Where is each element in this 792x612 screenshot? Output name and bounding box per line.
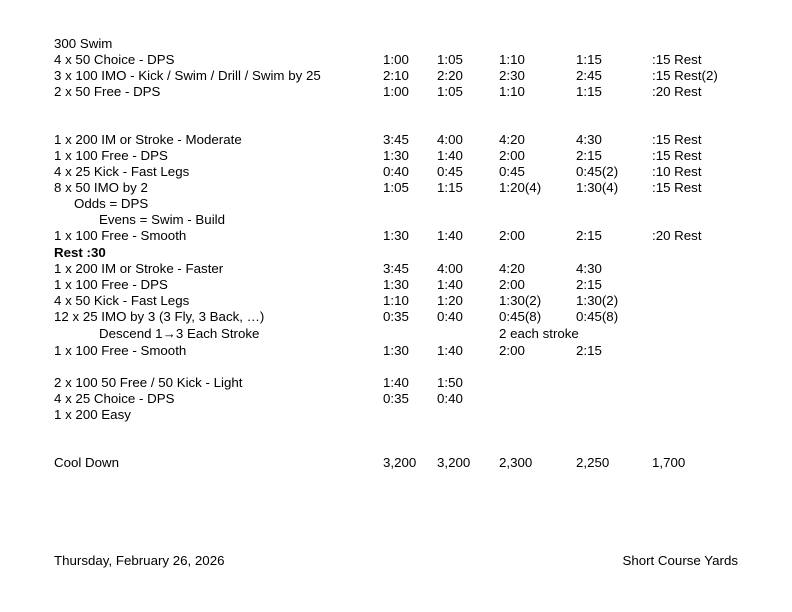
- interval-group-4: 2:15: [576, 148, 602, 163]
- totals-row: [0, 455, 792, 471]
- interval-group-3: 2:00: [499, 343, 525, 358]
- interval-group-1: 1:00: [383, 52, 409, 67]
- interval-group-2: 1:40: [437, 148, 463, 163]
- rest-interval: :20 Rest: [652, 228, 702, 243]
- interval-group-4: 2:15: [576, 343, 602, 358]
- set-description: 2 x 100 50 Free / 50 Kick - Light: [54, 375, 243, 390]
- interval-group-3: 1:10: [499, 84, 525, 99]
- interval-group-4: 2:15: [576, 228, 602, 243]
- set-description: 2 x 50 Free - DPS: [54, 84, 161, 99]
- set-description: 3 x 100 IMO - Kick / Swim / Drill / Swim by 25: [54, 68, 321, 83]
- interval-group-1: 1:10: [383, 293, 409, 308]
- rest-heading: Rest :30: [54, 245, 106, 260]
- total-group-2: 3,200: [437, 455, 471, 470]
- interval-group-3: 0:45: [499, 164, 525, 179]
- set-description: 300 Swim: [54, 36, 113, 51]
- interval-group-3: 4:20: [499, 261, 525, 276]
- workout-row: [0, 293, 792, 309]
- workout-row: [0, 375, 792, 391]
- interval-group-4: 4:30: [576, 261, 602, 276]
- interval-group-4: 1:30(4): [576, 180, 619, 195]
- total-group-1: 3,200: [383, 455, 417, 470]
- interval-group-3: 1:20(4): [499, 180, 542, 195]
- workout-row: [0, 132, 792, 148]
- interval-group-3: 0:45(8): [499, 309, 542, 324]
- interval-group-1: 1:40: [383, 375, 409, 390]
- workout-row: [0, 407, 792, 423]
- total-group-5: 1,700: [652, 455, 686, 470]
- workout-row: [0, 212, 792, 228]
- set-description: 1 x 200 IM or Stroke - Faster: [54, 261, 224, 276]
- interval-group-1: 0:35: [383, 309, 409, 324]
- interval-group-4: 0:45(2): [576, 164, 619, 179]
- workout-row: [0, 36, 792, 52]
- interval-group-2: 1:40: [437, 277, 463, 292]
- interval-group-1: 3:45: [383, 132, 409, 147]
- interval-group-3: 4:20: [499, 132, 525, 147]
- set-description: 1 x 100 Free - DPS: [54, 148, 168, 163]
- set-note: Evens = Swim - Build: [99, 212, 225, 227]
- rest-interval: :20 Rest: [652, 84, 702, 99]
- rest-interval: :10 Rest: [652, 164, 702, 179]
- interval-group-3: 2:30: [499, 68, 525, 83]
- rest-interval: :15 Rest(2): [652, 68, 718, 83]
- rest-interval: :15 Rest: [652, 52, 702, 67]
- workout-row: [0, 391, 792, 407]
- interval-group-2: 4:00: [437, 261, 463, 276]
- interval-group-4: 2:15: [576, 277, 602, 292]
- interval-group-1: 1:30: [383, 277, 409, 292]
- interval-group-2: 1:05: [437, 84, 463, 99]
- workout-row: [0, 68, 792, 84]
- set-note: Odds = DPS: [74, 196, 149, 211]
- workout-row: [0, 343, 792, 359]
- interval-group-4: 1:15: [576, 84, 602, 99]
- interval-group-1: 2:10: [383, 68, 409, 83]
- rest-interval: :15 Rest: [652, 148, 702, 163]
- interval-note: 2 each stroke: [499, 326, 579, 341]
- set-note: Descend 1→3 Each Stroke: [99, 326, 260, 341]
- interval-group-2: 1:40: [437, 228, 463, 243]
- interval-group-4: 4:30: [576, 132, 602, 147]
- footer-date: Thursday, February 26, 2026: [54, 553, 225, 568]
- workout-row: [0, 148, 792, 164]
- total-group-4: 2,250: [576, 455, 610, 470]
- interval-group-3: 2:00: [499, 228, 525, 243]
- interval-group-4: 2:45: [576, 68, 602, 83]
- interval-group-2: 1:50: [437, 375, 463, 390]
- interval-group-2: 0:45: [437, 164, 463, 179]
- set-description: 4 x 50 Kick - Fast Legs: [54, 293, 190, 308]
- workout-row: [0, 309, 792, 325]
- interval-group-3: 1:30(2): [499, 293, 542, 308]
- set-description: 1 x 100 Free - Smooth: [54, 228, 187, 243]
- interval-group-2: 4:00: [437, 132, 463, 147]
- footer-course: Short Course Yards: [622, 553, 738, 568]
- interval-group-1: 3:45: [383, 261, 409, 276]
- interval-group-1: 1:00: [383, 84, 409, 99]
- workout-row: [0, 277, 792, 293]
- interval-group-2: 1:20: [437, 293, 463, 308]
- set-description: 4 x 25 Choice - DPS: [54, 391, 175, 406]
- interval-group-1: 1:30: [383, 148, 409, 163]
- interval-group-2: 0:40: [437, 309, 463, 324]
- interval-group-3: 2:00: [499, 277, 525, 292]
- rest-interval: :15 Rest: [652, 180, 702, 195]
- cool-down-label: Cool Down: [54, 455, 120, 470]
- interval-group-2: 1:05: [437, 52, 463, 67]
- interval-group-1: 1:05: [383, 180, 409, 195]
- interval-group-4: 1:15: [576, 52, 602, 67]
- interval-group-2: 0:40: [437, 391, 463, 406]
- set-description: 1 x 100 Free - DPS: [54, 277, 168, 292]
- set-description: 12 x 25 IMO by 3 (3 Fly, 3 Back, …): [54, 309, 265, 324]
- interval-group-3: 2:00: [499, 148, 525, 163]
- set-description: 8 x 50 IMO by 2: [54, 180, 148, 195]
- set-description: 4 x 25 Kick - Fast Legs: [54, 164, 190, 179]
- interval-group-3: 1:10: [499, 52, 525, 67]
- set-description: 4 x 50 Choice - DPS: [54, 52, 175, 67]
- workout-row: [0, 164, 792, 180]
- rest-interval: :15 Rest: [652, 132, 702, 147]
- workout-row: [0, 52, 792, 68]
- workout-row: [0, 196, 792, 212]
- interval-group-2: 1:40: [437, 343, 463, 358]
- workout-row: [0, 261, 792, 277]
- set-description: 1 x 100 Free - Smooth: [54, 343, 187, 358]
- interval-group-1: 0:35: [383, 391, 409, 406]
- interval-group-1: 1:30: [383, 228, 409, 243]
- set-description: 1 x 200 Easy: [54, 407, 131, 422]
- workout-row: [0, 326, 792, 342]
- interval-group-4: 0:45(8): [576, 309, 619, 324]
- workout-row: [0, 180, 792, 196]
- workout-row: [0, 228, 792, 244]
- interval-group-2: 1:15: [437, 180, 463, 195]
- workout-row: [0, 245, 792, 261]
- interval-group-1: 1:30: [383, 343, 409, 358]
- interval-group-4: 1:30(2): [576, 293, 619, 308]
- workout-row: [0, 84, 792, 100]
- interval-group-2: 2:20: [437, 68, 463, 83]
- total-group-3: 2,300: [499, 455, 533, 470]
- set-description: 1 x 200 IM or Stroke - Moderate: [54, 132, 242, 147]
- interval-group-1: 0:40: [383, 164, 409, 179]
